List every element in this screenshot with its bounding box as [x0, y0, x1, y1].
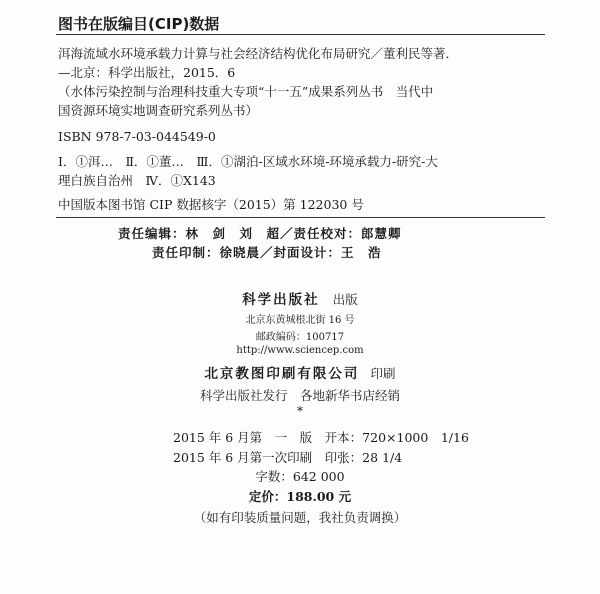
- price: 定价：188.00 元: [248, 489, 352, 504]
- divider-bottom: [56, 217, 545, 218]
- divider-top: [56, 34, 545, 35]
- separator-asterisk: *: [296, 403, 304, 418]
- cip-classification: Ⅰ．①洱… Ⅱ．①董… Ⅲ．①湖泊-区域水环境-环境承载力-研究-大: [58, 154, 438, 169]
- publisher-website: http://www.sciencep.com: [236, 345, 364, 356]
- production-line: 责任印制：徐晓晨／封面设计：王 浩: [152, 245, 382, 260]
- publisher-address: 北京东黄城根北街 16 号: [245, 315, 355, 326]
- distribution-line: 科学出版社发行 各地新华书店经销: [199, 388, 400, 403]
- cip-series-line: （水体污染控制与治理科技重大专项“十一五”成果系列丛书 当代中: [58, 84, 434, 99]
- printer-suffix: 印刷: [370, 366, 396, 381]
- printer-block: [0, 362, 600, 382]
- edition-line: 2015 年 6 月第 一 版 开本：720×1000 1/16: [173, 430, 469, 445]
- word-count: 字数：642 000: [255, 469, 345, 484]
- editors-line: 责任编辑：林 剑 刘 超／责任校对：郎慧卿: [118, 226, 402, 241]
- publisher-name: 科学出版社: [242, 292, 320, 308]
- cip-classification-2: 理白族自治州 Ⅳ．①X143: [58, 173, 216, 188]
- publisher-block: [0, 288, 600, 308]
- quality-note: （如有印装质量问题，我社负责调换）: [193, 510, 407, 525]
- cip-title-line: 洱海流域水环境承载力计算与社会经济结构优化布局研究／董利民等著．: [58, 46, 459, 61]
- print-line: 2015 年 6 月第一次印刷 印张：28 1/4: [173, 450, 403, 465]
- cip-isbn: ISBN 978-7-03-044549-0: [58, 129, 216, 144]
- publisher-postcode: 邮政编码：100717: [255, 332, 345, 343]
- publisher-suffix: 出版: [332, 292, 358, 307]
- cip-publisher-line: —北京：科学出版社，2015．6: [58, 65, 236, 80]
- cip-series-line-2: 国资源环境实地调查研究系列丛书）: [58, 103, 259, 118]
- printer-name: 北京教图印刷有限公司: [204, 366, 360, 382]
- cip-heading: 图书在版编目(CIP)数据: [58, 15, 220, 33]
- cip-number: 中国版本图书馆 CIP 数据核字（2015）第 122030 号: [58, 197, 364, 212]
